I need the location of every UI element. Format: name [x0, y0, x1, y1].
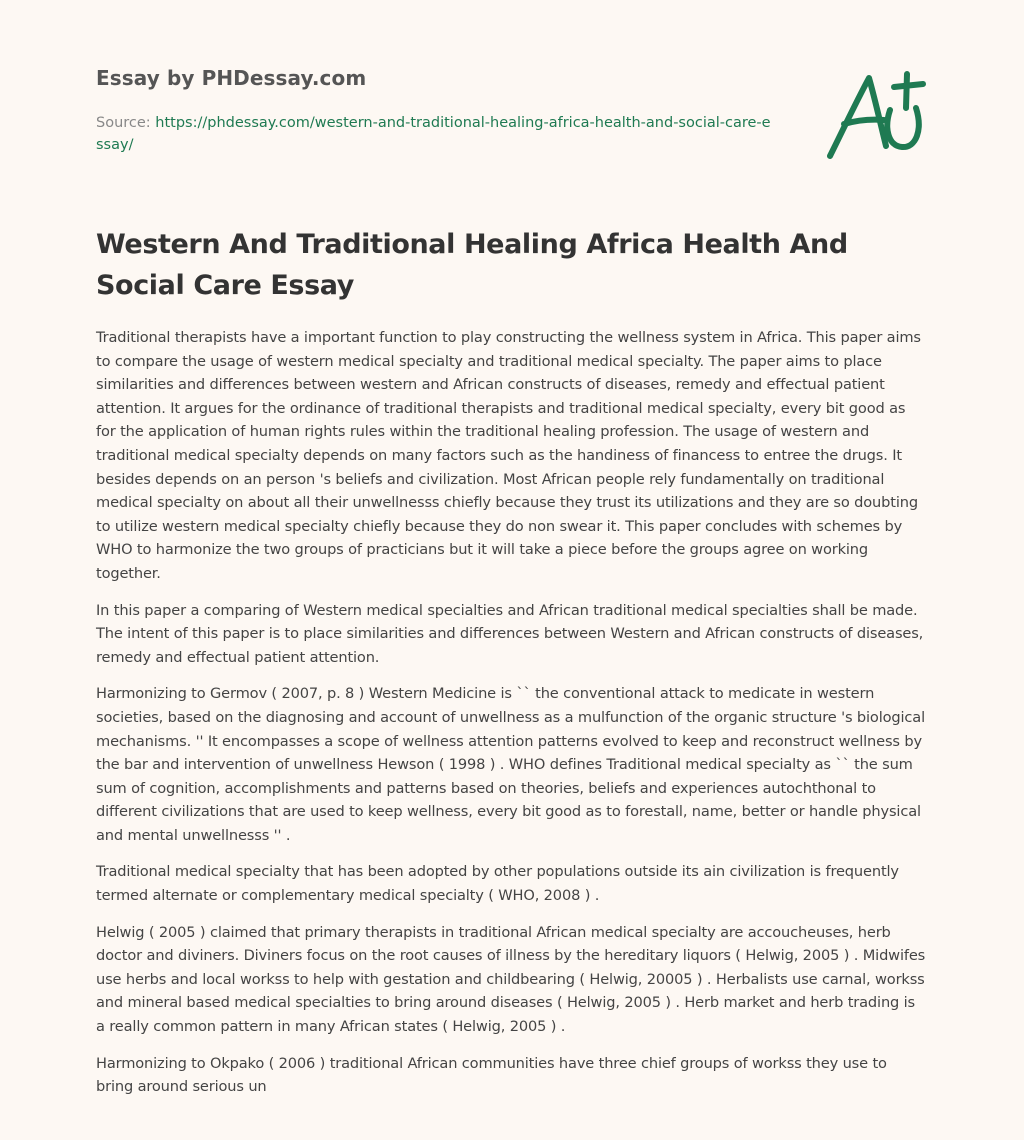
paragraph: In this paper a comparing of Western medical specialties and African traditional medical specialties shall be made. The intent of this paper is to place similarities and differences between Western and African constructs of diseases, remedy and effectual patient attention. [96, 601, 924, 666]
paragraph: Helwig ( 2005 ) claimed that primary therapists in traditional African medical specialty are accoucheuses, herb doctor and diviners. Diviners focus on the root causes of illness by the hereditary liquors ( Helwig, 2005 ) . Midwifes use herbs and local workss to help with gestation and childbearing ( Helwig, 20005 ) . Herbalists use carnal, workss and mineral based medical specialties to bring around diseases ( Helwig, 2005 ) . Herb market and herb trading is a really common pattern in many African states ( Helwig, 2005 ) . [96, 923, 926, 1036]
paragraph: Harmonizing to Germov ( 2007, p. 8 ) Western Medicine is `` the conventional attack to medicate in western societies, based on the diagnosing and account of unwellness as a mulfunction of the organic structure 's biological mechanisms. '' It encompasses a scope of wellness attention patterns evolved to keep and reconstruct wellness by the bar and intervention of unwellness Hewson ( 1998 ) . WHO defines Traditional medical specialty as `` the sum sum of cognition, accomplishments and patterns based on theories, beliefs and experiences autochthonal to different civilizations that are used to keep wellness, every bit good as to forestall, name, better or handle physical and mental unwellnesss '' . [96, 685, 925, 844]
paragraph: Traditional therapists have a important function to play constructing the wellness system in Africa. This paper aims to compare the usage of western medical specialty and traditional medical specialty. The paper aims to place similarities and differences between western and African constructs of diseases, remedy and effectual patient attention. It argues for the ordinance of traditional therapists and traditional medical specialty, every bit good as for the application of human rights rules within the traditional healing profession. The usage of western and traditional medical specialty depends on many factors such as the handiness of financess to entree the drugs. It besides depends on an person 's beliefs and civilization. Most African people rely fundamentally on traditional medical specialty on about all their unwellnesss chiefly because they trust its utilizations and they are so doubting to utilize western medical specialty chiefly because they do non swear it. This paper concludes with schemes by WHO to harmonize the two groups of practicians but it will take a piece before the groups agree on working together. [96, 329, 921, 582]
site-brand: Essay by PHDessay.com [96, 66, 367, 90]
source-label: Source: [96, 115, 151, 131]
essay-body [96, 326, 928, 1112]
paragraph: Traditional medical specialty that has been adopted by other populations outside its ain civilization is frequently termed alternate or complementary medical specialty ( WHO, 2008 ) . [96, 863, 899, 905]
source-line [96, 112, 776, 156]
essay-title: Western And Traditional Healing Africa Health And Social Care Essay [96, 229, 848, 301]
a-plus-logo-icon [824, 66, 930, 166]
source-link[interactable]: https://phdessay.com/western-and-traditional-healing-africa-health-and-social-care-essay/ [96, 115, 771, 153]
paragraph: Harmonizing to Okpako ( 2006 ) traditional African communities have three chief groups of workss they use to bring around serious un [96, 1054, 887, 1096]
